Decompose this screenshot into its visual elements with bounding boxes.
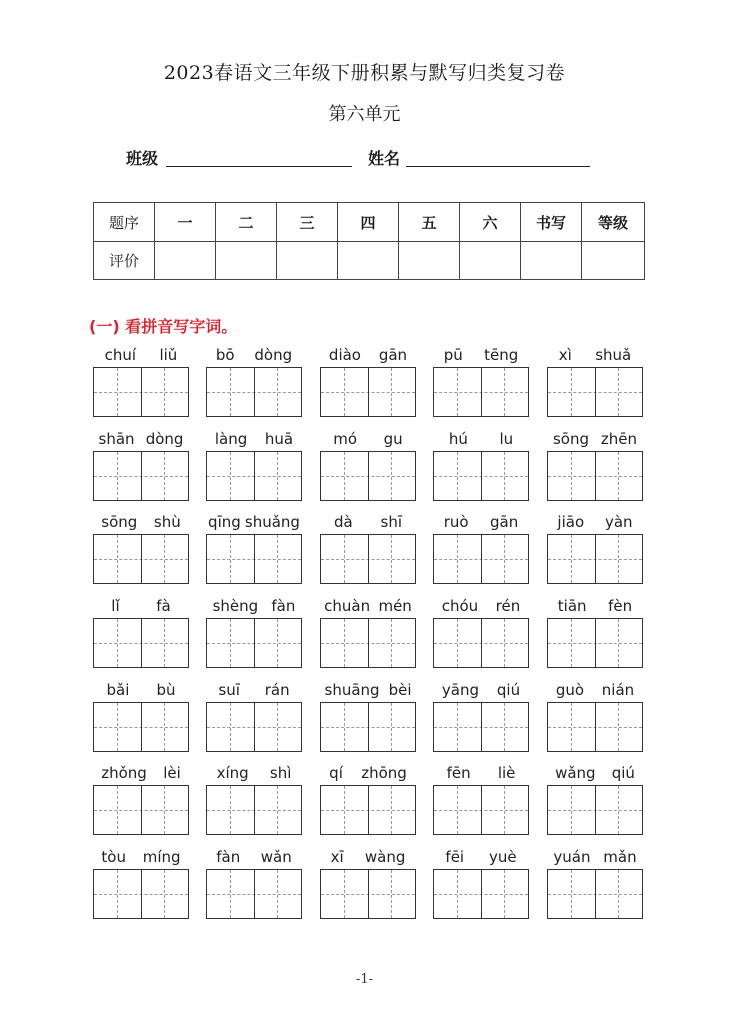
guide-line-vertical <box>344 703 345 751</box>
guide-line-vertical <box>504 870 505 918</box>
pinyin-syllable: gu <box>383 430 403 448</box>
guide-line-vertical <box>344 619 345 667</box>
name-field[interactable] <box>406 166 590 167</box>
pinyin-label <box>320 344 416 364</box>
character-divider <box>481 703 482 751</box>
character-writing-box[interactable] <box>433 534 529 584</box>
score-cell[interactable] <box>277 242 338 280</box>
pinyin-syllable: fèn <box>608 597 633 615</box>
pinyin-label <box>93 511 189 531</box>
score-cell[interactable] <box>338 242 399 280</box>
pinyin-syllable: zhōng <box>361 764 407 782</box>
column-header: 一 <box>155 203 216 242</box>
guide-line-vertical <box>230 368 231 416</box>
column-header: 书写 <box>521 203 582 242</box>
character-writing-box[interactable] <box>93 534 189 584</box>
pinyin-label <box>547 679 643 699</box>
pinyin-syllable: rán <box>264 681 290 699</box>
pinyin-syllable: liǔ <box>159 346 178 364</box>
pinyin-label <box>206 762 302 782</box>
section-heading: (一) 看拼音写字词。 <box>89 317 238 336</box>
page-title: 2023春语文三年级下册积累与默写归类复习卷 <box>163 62 566 84</box>
pinyin-syllable: chuàn <box>324 597 371 615</box>
guide-line-vertical <box>457 703 458 751</box>
guide-line-vertical <box>618 619 619 667</box>
pinyin-label <box>433 511 529 531</box>
pinyin-syllable: wǎn <box>260 848 292 866</box>
pinyin-syllable: mó <box>333 430 358 448</box>
guide-line-vertical <box>571 368 572 416</box>
character-divider <box>595 452 596 500</box>
pinyin-label <box>93 762 189 782</box>
character-writing-box[interactable] <box>320 534 416 584</box>
guide-line-vertical <box>230 535 231 583</box>
character-writing-box[interactable] <box>206 869 302 919</box>
character-writing-box[interactable] <box>93 618 189 668</box>
character-writing-box[interactable] <box>547 534 643 584</box>
guide-line-vertical <box>344 368 345 416</box>
guide-line-vertical <box>571 535 572 583</box>
pinyin-label <box>547 762 643 782</box>
guide-line-vertical <box>230 619 231 667</box>
pinyin-syllable: qiú <box>611 764 635 782</box>
guide-line-vertical <box>571 870 572 918</box>
pinyin-syllable: shuǎng <box>244 513 300 531</box>
score-cell[interactable] <box>399 242 460 280</box>
pinyin-label <box>433 846 529 866</box>
pinyin-label <box>93 344 189 364</box>
guide-line-vertical <box>164 870 165 918</box>
pinyin-syllable: diào <box>328 346 361 364</box>
pinyin-label <box>547 846 643 866</box>
pinyin-syllable: fà <box>156 597 171 615</box>
guide-line-vertical <box>391 619 392 667</box>
guide-line-vertical <box>117 870 118 918</box>
pinyin-syllable: xī <box>330 848 344 866</box>
guide-line-vertical <box>391 870 392 918</box>
character-divider <box>595 786 596 834</box>
character-divider <box>368 535 369 583</box>
unit-subtitle: 第六单元 <box>328 104 401 125</box>
pinyin-syllable: mǎn <box>603 848 637 866</box>
page-number: -1- <box>355 972 374 987</box>
pinyin-syllable: zhēn <box>600 430 638 448</box>
score-cell[interactable] <box>460 242 521 280</box>
pinyin-syllable: tiān <box>557 597 587 615</box>
character-divider <box>481 535 482 583</box>
character-writing-box[interactable] <box>93 702 189 752</box>
score-cell[interactable] <box>155 242 216 280</box>
pinyin-syllable: xì <box>558 346 572 364</box>
pinyin-syllable: shèng <box>212 597 259 615</box>
evaluation-label: 评价 <box>94 242 155 280</box>
character-divider <box>595 368 596 416</box>
pinyin-syllable: zhǒng <box>101 764 147 782</box>
pinyin-label <box>93 679 189 699</box>
character-writing-box[interactable] <box>433 451 529 501</box>
pinyin-syllable: ruò <box>443 513 469 531</box>
guide-line-vertical <box>571 619 572 667</box>
pinyin-syllable: lèi <box>163 764 181 782</box>
character-divider <box>254 452 255 500</box>
character-writing-box[interactable] <box>433 785 529 835</box>
guide-line-vertical <box>277 535 278 583</box>
pinyin-syllable: rén <box>495 597 521 615</box>
character-divider <box>368 786 369 834</box>
pinyin-syllable: làng <box>214 430 248 448</box>
guide-line-vertical <box>571 452 572 500</box>
pinyin-syllable: shān <box>98 430 135 448</box>
guide-line-vertical <box>277 619 278 667</box>
character-divider <box>595 619 596 667</box>
guide-line-vertical <box>391 452 392 500</box>
character-writing-box[interactable] <box>320 869 416 919</box>
character-writing-box[interactable] <box>547 367 643 417</box>
character-divider <box>595 535 596 583</box>
character-divider <box>141 786 142 834</box>
guide-line-vertical <box>391 786 392 834</box>
pinyin-label <box>320 595 416 615</box>
character-writing-box[interactable] <box>93 785 189 835</box>
character-writing-box[interactable] <box>206 785 302 835</box>
guide-line-vertical <box>117 786 118 834</box>
character-divider <box>254 703 255 751</box>
pinyin-syllable: yāng <box>441 681 480 699</box>
pinyin-label <box>433 428 529 448</box>
pinyin-syllable: chuí <box>104 346 137 364</box>
pinyin-syllable: dòng <box>254 346 293 364</box>
guide-line-vertical <box>391 535 392 583</box>
guide-line-vertical <box>504 535 505 583</box>
guide-line-vertical <box>618 535 619 583</box>
guide-line-vertical <box>164 703 165 751</box>
pinyin-syllable: qīng <box>208 513 241 531</box>
pinyin-syllable: xíng <box>216 764 249 782</box>
pinyin-syllable: shī <box>380 513 403 531</box>
pinyin-syllable: liè <box>497 764 516 782</box>
guide-line-vertical <box>277 786 278 834</box>
character-divider <box>595 703 596 751</box>
character-divider <box>141 619 142 667</box>
character-writing-box[interactable] <box>547 869 643 919</box>
pinyin-label <box>433 679 529 699</box>
character-writing-box[interactable] <box>320 618 416 668</box>
character-writing-box[interactable] <box>206 702 302 752</box>
guide-line-vertical <box>457 535 458 583</box>
character-divider <box>481 619 482 667</box>
pinyin-label <box>547 428 643 448</box>
pinyin-label <box>206 679 302 699</box>
character-divider <box>368 619 369 667</box>
score-cell[interactable] <box>582 242 645 280</box>
pinyin-syllable: lǐ <box>111 597 120 615</box>
character-writing-box[interactable] <box>547 785 643 835</box>
pinyin-syllable: mén <box>378 597 412 615</box>
pinyin-syllable: sōng <box>101 513 138 531</box>
column-header: 三 <box>277 203 338 242</box>
character-writing-box[interactable] <box>93 869 189 919</box>
guide-line-vertical <box>230 703 231 751</box>
guide-line-vertical <box>618 368 619 416</box>
character-divider <box>481 452 482 500</box>
guide-line-vertical <box>277 368 278 416</box>
guide-line-vertical <box>618 870 619 918</box>
character-writing-box[interactable] <box>433 702 529 752</box>
character-writing-box[interactable] <box>206 367 302 417</box>
column-header: 四 <box>338 203 399 242</box>
guide-line-vertical <box>391 368 392 416</box>
pinyin-syllable: fēi <box>445 848 465 866</box>
pinyin-syllable: míng <box>142 848 181 866</box>
pinyin-syllable: guò <box>555 681 585 699</box>
pinyin-label <box>320 762 416 782</box>
pinyin-syllable: gān <box>490 513 519 531</box>
pinyin-syllable: shù <box>153 513 181 531</box>
pinyin-syllable: qí <box>329 764 343 782</box>
character-writing-box[interactable] <box>206 534 302 584</box>
guide-line-vertical <box>164 452 165 500</box>
score-table <box>93 202 645 280</box>
guide-line-vertical <box>117 535 118 583</box>
pinyin-label <box>433 595 529 615</box>
pinyin-label <box>433 344 529 364</box>
pinyin-syllable: gān <box>378 346 408 364</box>
pinyin-syllable: dà <box>333 513 353 531</box>
guide-line-vertical <box>571 786 572 834</box>
guide-line-vertical <box>504 368 505 416</box>
guide-line-vertical <box>344 786 345 834</box>
guide-line-vertical <box>164 535 165 583</box>
character-writing-box[interactable] <box>433 367 529 417</box>
score-table-evaluation-row <box>94 242 645 280</box>
score-cell[interactable] <box>521 242 582 280</box>
class-label: 班级 <box>126 149 159 168</box>
character-writing-box[interactable] <box>93 451 189 501</box>
character-writing-box[interactable] <box>547 451 643 501</box>
character-divider <box>254 368 255 416</box>
pinyin-label <box>320 846 416 866</box>
character-divider <box>141 368 142 416</box>
guide-line-vertical <box>504 703 505 751</box>
character-divider <box>481 368 482 416</box>
guide-line-vertical <box>571 703 572 751</box>
character-divider <box>368 368 369 416</box>
question-order-label: 题序 <box>94 203 155 242</box>
guide-line-vertical <box>164 368 165 416</box>
pinyin-syllable: yàn <box>604 513 633 531</box>
character-divider <box>141 452 142 500</box>
character-writing-box[interactable] <box>433 618 529 668</box>
pinyin-label <box>547 344 643 364</box>
guide-line-vertical <box>344 452 345 500</box>
pinyin-syllable: yuán <box>553 848 591 866</box>
pinyin-syllable: huā <box>264 430 294 448</box>
guide-line-vertical <box>504 452 505 500</box>
pinyin-syllable: lu <box>499 430 514 448</box>
guide-line-vertical <box>117 703 118 751</box>
pinyin-syllable: wàng <box>364 848 406 866</box>
guide-line-vertical <box>457 786 458 834</box>
guide-line-vertical <box>457 368 458 416</box>
character-divider <box>141 870 142 918</box>
pinyin-syllable: tòu <box>101 848 126 866</box>
character-divider <box>595 870 596 918</box>
character-divider <box>254 786 255 834</box>
guide-line-vertical <box>344 870 345 918</box>
pinyin-label <box>320 511 416 531</box>
guide-line-vertical <box>618 786 619 834</box>
character-writing-box[interactable] <box>320 451 416 501</box>
column-header: 六 <box>460 203 521 242</box>
pinyin-label <box>206 344 302 364</box>
pinyin-syllable: jiāo <box>557 513 585 531</box>
guide-line-vertical <box>277 870 278 918</box>
guide-line-vertical <box>504 786 505 834</box>
name-label: 姓名 <box>368 149 401 168</box>
pinyin-label <box>433 762 529 782</box>
pinyin-syllable: hú <box>448 430 468 448</box>
pinyin-syllable: dòng <box>145 430 184 448</box>
pinyin-syllable: fàn <box>271 597 296 615</box>
class-field[interactable] <box>166 166 352 167</box>
pinyin-syllable: sōng <box>552 430 589 448</box>
character-divider <box>368 870 369 918</box>
pinyin-label <box>320 428 416 448</box>
pinyin-syllable: bǎi <box>106 681 130 699</box>
pinyin-syllable: yuè <box>488 848 517 866</box>
score-cell[interactable] <box>216 242 277 280</box>
guide-line-vertical <box>230 870 231 918</box>
column-header: 五 <box>399 203 460 242</box>
character-writing-box[interactable] <box>433 869 529 919</box>
pinyin-label <box>206 511 302 531</box>
pinyin-syllable: shì <box>269 764 292 782</box>
guide-line-vertical <box>117 368 118 416</box>
guide-line-vertical <box>164 786 165 834</box>
pinyin-syllable: qiú <box>496 681 521 699</box>
guide-line-vertical <box>164 619 165 667</box>
column-header: 二 <box>216 203 277 242</box>
pinyin-label <box>547 595 643 615</box>
column-header: 等级 <box>582 203 645 242</box>
guide-line-vertical <box>457 452 458 500</box>
guide-line-vertical <box>277 703 278 751</box>
guide-line-vertical <box>117 619 118 667</box>
pinyin-syllable: shuǎ <box>595 346 632 364</box>
pinyin-syllable: tēng <box>484 346 519 364</box>
pinyin-label <box>93 428 189 448</box>
character-writing-box[interactable] <box>547 702 643 752</box>
pinyin-label <box>547 511 643 531</box>
character-divider <box>254 535 255 583</box>
pinyin-syllable: suī <box>218 681 240 699</box>
pinyin-label <box>206 595 302 615</box>
character-divider <box>254 619 255 667</box>
pinyin-label <box>320 679 416 699</box>
guide-line-vertical <box>117 452 118 500</box>
pinyin-syllable: nián <box>601 681 635 699</box>
character-divider <box>368 452 369 500</box>
pinyin-syllable: shuāng <box>324 681 380 699</box>
pinyin-syllable: pū <box>443 346 463 364</box>
pinyin-syllable: chóu <box>441 597 479 615</box>
character-writing-box[interactable] <box>320 785 416 835</box>
character-divider <box>481 786 482 834</box>
guide-line-vertical <box>230 452 231 500</box>
guide-line-vertical <box>618 703 619 751</box>
character-writing-box[interactable] <box>206 451 302 501</box>
guide-line-vertical <box>344 535 345 583</box>
guide-line-vertical <box>457 619 458 667</box>
pinyin-label <box>93 595 189 615</box>
character-divider <box>368 703 369 751</box>
pinyin-label <box>206 428 302 448</box>
pinyin-syllable: bù <box>156 681 176 699</box>
guide-line-vertical <box>504 619 505 667</box>
pinyin-syllable: fàn <box>216 848 241 866</box>
pinyin-syllable: bèi <box>388 681 412 699</box>
character-writing-box[interactable] <box>320 702 416 752</box>
character-writing-box[interactable] <box>320 367 416 417</box>
pinyin-label <box>93 846 189 866</box>
character-divider <box>141 535 142 583</box>
character-divider <box>254 870 255 918</box>
pinyin-syllable: bō <box>215 346 235 364</box>
pinyin-label <box>206 846 302 866</box>
character-divider <box>141 703 142 751</box>
guide-line-vertical <box>230 786 231 834</box>
guide-line-vertical <box>391 703 392 751</box>
pinyin-syllable: wǎng <box>555 764 596 782</box>
score-table-header-row <box>94 203 645 242</box>
pinyin-syllable: fēn <box>446 764 471 782</box>
guide-line-vertical <box>618 452 619 500</box>
character-writing-box[interactable] <box>93 367 189 417</box>
guide-line-vertical <box>277 452 278 500</box>
character-divider <box>481 870 482 918</box>
guide-line-vertical <box>457 870 458 918</box>
character-writing-box[interactable] <box>206 618 302 668</box>
character-writing-box[interactable] <box>547 618 643 668</box>
